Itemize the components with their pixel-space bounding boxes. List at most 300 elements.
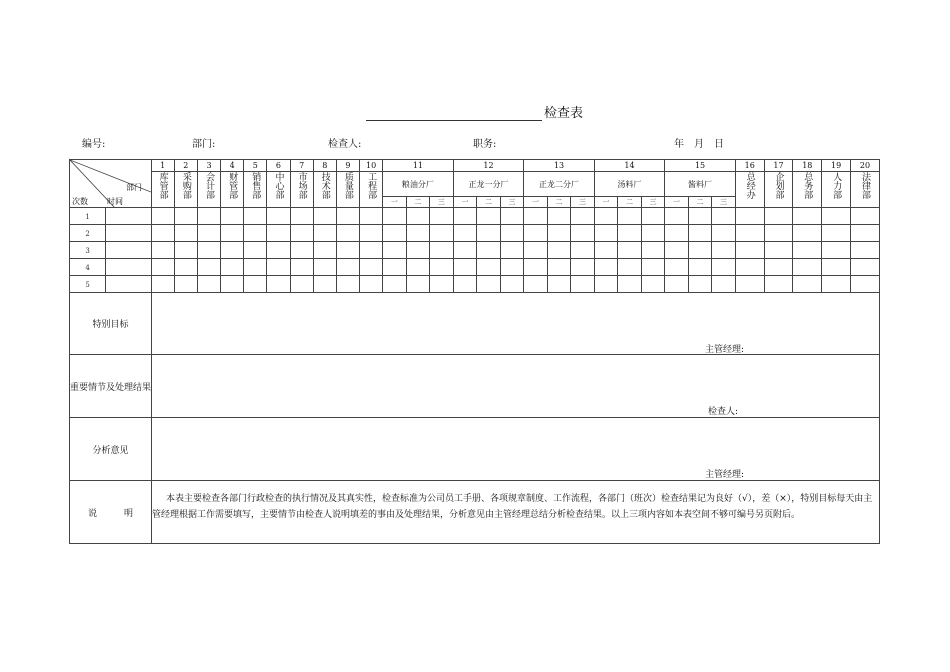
data-cell[interactable] — [851, 276, 880, 293]
data-cell[interactable] — [851, 225, 880, 242]
data-cell[interactable] — [313, 259, 336, 276]
data-cell[interactable] — [336, 276, 359, 293]
data-cell[interactable] — [313, 242, 336, 259]
important-sign: 检查人: — [708, 407, 739, 417]
data-cell[interactable] — [641, 259, 665, 276]
data-cell[interactable] — [151, 276, 174, 293]
dept-8 — [313, 172, 336, 208]
factory-15 — [665, 172, 736, 197]
col-number-10-text: 10 — [365, 161, 377, 170]
shift-11-2-text: 二 — [414, 198, 422, 206]
shift-14-2 — [618, 197, 642, 208]
factory-11-text: 粮油分厂 — [401, 179, 434, 189]
data-cell[interactable] — [197, 208, 220, 225]
col-number-16 — [735, 160, 764, 172]
data-cell[interactable] — [267, 225, 290, 242]
data-cell[interactable] — [360, 242, 383, 259]
shift-13-3-text: 三 — [578, 198, 586, 206]
special-goal-sign: 主管经理: — [705, 345, 745, 355]
data-cell[interactable] — [712, 259, 736, 276]
shift-13-2 — [547, 197, 571, 208]
col-number-1-text: 1 — [160, 161, 166, 170]
data-cell[interactable] — [764, 259, 793, 276]
data-cell[interactable] — [244, 259, 267, 276]
data-cell[interactable] — [453, 242, 477, 259]
shift-14-3 — [641, 197, 665, 208]
data-cell[interactable] — [244, 208, 267, 225]
analysis-section — [69, 418, 880, 481]
shift-14-3-text: 三 — [649, 198, 657, 206]
data-cell[interactable] — [641, 208, 665, 225]
dept-5-text: 销售部 — [250, 172, 261, 199]
data-cell[interactable] — [106, 259, 151, 276]
dept-16-text: 总经办 — [744, 172, 755, 199]
data-cell[interactable] — [851, 208, 880, 225]
data-cell[interactable] — [665, 276, 689, 293]
data-cell[interactable] — [571, 242, 595, 259]
col-number-18 — [793, 160, 822, 172]
table-row — [70, 242, 880, 259]
data-cell[interactable] — [430, 208, 454, 225]
data-cell[interactable] — [594, 276, 618, 293]
data-cell[interactable] — [618, 242, 642, 259]
data-cell[interactable] — [383, 208, 407, 225]
data-cell[interactable] — [688, 225, 712, 242]
data-cell[interactable] — [477, 208, 501, 225]
table-row — [70, 259, 880, 276]
data-cell[interactable] — [477, 259, 501, 276]
data-cell[interactable] — [641, 276, 665, 293]
data-cell[interactable] — [197, 259, 220, 276]
corner-times-label: 次数 — [72, 197, 88, 206]
data-cell[interactable] — [406, 242, 430, 259]
data-cell[interactable] — [383, 259, 407, 276]
data-cell[interactable] — [197, 276, 220, 293]
dept-5 — [244, 172, 267, 208]
data-cell[interactable] — [851, 259, 880, 276]
col-number-14 — [594, 160, 665, 172]
data-cell[interactable] — [735, 208, 764, 225]
data-cell[interactable] — [406, 208, 430, 225]
analysis-sign: 主管经理: — [705, 470, 745, 480]
dept-2-text: 采购部 — [180, 172, 191, 199]
data-cell[interactable] — [383, 242, 407, 259]
data-cell[interactable] — [336, 208, 359, 225]
row-number-4 — [70, 259, 106, 276]
data-cell[interactable] — [453, 208, 477, 225]
data-cell[interactable] — [151, 208, 174, 225]
data-cell[interactable] — [688, 276, 712, 293]
col-number-15-text: 15 — [694, 161, 706, 170]
row-number-2 — [70, 225, 106, 242]
data-cell[interactable] — [453, 276, 477, 293]
data-cell[interactable] — [547, 276, 571, 293]
data-cell[interactable] — [688, 242, 712, 259]
data-cell[interactable] — [764, 208, 793, 225]
col-number-19 — [822, 160, 851, 172]
data-cell[interactable] — [221, 208, 244, 225]
dept-7 — [290, 172, 313, 208]
dept-17 — [764, 172, 793, 208]
data-cell[interactable] — [665, 208, 689, 225]
data-cell[interactable] — [106, 276, 151, 293]
shift-15-2-text: 二 — [696, 198, 704, 206]
col-number-1 — [151, 160, 174, 172]
col-number-17-text: 17 — [773, 161, 784, 170]
col-number-3 — [197, 160, 220, 172]
shift-12-2 — [477, 197, 501, 208]
row-number-2-text: 2 — [85, 229, 90, 238]
data-cell[interactable] — [641, 225, 665, 242]
date-label: 年 月 日 — [674, 139, 724, 150]
data-cell[interactable] — [500, 242, 524, 259]
dept-4 — [221, 172, 244, 208]
shift-12-2-text: 二 — [484, 198, 492, 206]
dept-20 — [851, 172, 880, 208]
data-cell[interactable] — [453, 225, 477, 242]
shift-15-3-text: 三 — [720, 198, 728, 206]
col-number-2 — [174, 160, 197, 172]
analysis-label: 分析意见 — [70, 418, 152, 480]
col-number-6 — [267, 160, 290, 172]
dept-16 — [735, 172, 764, 208]
title-blank-line[interactable] — [366, 108, 542, 121]
important-section — [69, 355, 880, 418]
data-cell[interactable] — [618, 276, 642, 293]
data-cell[interactable] — [793, 276, 822, 293]
data-cell[interactable] — [383, 276, 407, 293]
col-number-12 — [453, 160, 524, 172]
data-cell[interactable] — [547, 208, 571, 225]
data-cell[interactable] — [594, 259, 618, 276]
data-cell[interactable] — [406, 276, 430, 293]
col-number-14-text: 14 — [624, 161, 635, 170]
data-cell[interactable] — [106, 208, 151, 225]
shift-11-3 — [430, 197, 454, 208]
data-cell[interactable] — [688, 259, 712, 276]
data-cell[interactable] — [174, 208, 197, 225]
col-number-3-text: 3 — [206, 161, 212, 170]
data-cell[interactable] — [735, 225, 764, 242]
data-cell[interactable] — [500, 225, 524, 242]
dept-10 — [360, 172, 383, 208]
data-cell[interactable] — [822, 276, 851, 293]
shift-11-3-text: 三 — [437, 198, 445, 206]
col-number-20 — [851, 160, 880, 172]
col-number-8-text: 8 — [322, 161, 328, 170]
shift-11-2 — [406, 197, 430, 208]
notes-text: 本表主要检查各部门行政检查的执行情况及其真实性，检查标准为公司员工手册、各项规章制度、工作流程，各部门（班次）检查结果记为良好（√），差（×），特别目标每天由主管经理根据工作需要填写，主要情节由检查人说明填差的事由及处理结果，分析意见由主管经理总结分析检查结果。以上三项内容如本表空间不够可编号另页附后。 — [152, 494, 873, 520]
col-number-7-text: 7 — [299, 161, 305, 170]
data-cell[interactable] — [174, 225, 197, 242]
dept-3 — [197, 172, 220, 208]
shift-14-1-text: 一 — [602, 198, 610, 206]
data-cell[interactable] — [267, 242, 290, 259]
data-cell[interactable] — [151, 225, 174, 242]
form-title — [366, 102, 586, 120]
data-cell[interactable] — [290, 276, 313, 293]
dept-6 — [267, 172, 290, 208]
col-number-4-text: 4 — [229, 161, 235, 170]
data-cell[interactable] — [430, 259, 454, 276]
dept-19-text: 人力部 — [831, 172, 842, 199]
col-number-4 — [221, 160, 244, 172]
data-cell[interactable] — [267, 259, 290, 276]
shift-12-1 — [453, 197, 477, 208]
data-cell[interactable] — [822, 259, 851, 276]
data-cell[interactable] — [594, 208, 618, 225]
data-cell[interactable] — [735, 276, 764, 293]
data-cell[interactable] — [524, 225, 548, 242]
table-row — [70, 276, 880, 293]
shift-15-2 — [688, 197, 712, 208]
data-cell[interactable] — [665, 259, 689, 276]
data-cell[interactable] — [290, 259, 313, 276]
col-number-18-text: 18 — [802, 161, 813, 170]
data-cell[interactable] — [793, 208, 822, 225]
data-cell[interactable] — [793, 225, 822, 242]
data-cell[interactable] — [477, 276, 501, 293]
col-number-13 — [524, 160, 595, 172]
data-cell[interactable] — [360, 225, 383, 242]
col-number-5 — [244, 160, 267, 172]
data-cell[interactable] — [360, 276, 383, 293]
data-cell[interactable] — [336, 225, 359, 242]
col-number-2-text: 2 — [183, 161, 189, 170]
special-goal-label: 特别目标 — [70, 292, 152, 354]
col-number-7 — [290, 160, 313, 172]
col-number-17 — [764, 160, 793, 172]
notes-section — [69, 481, 880, 544]
data-cell[interactable] — [290, 225, 313, 242]
col-number-13-text: 13 — [553, 161, 565, 170]
data-cell[interactable] — [571, 259, 595, 276]
data-cell[interactable] — [793, 242, 822, 259]
shift-11-1-text: 一 — [390, 198, 398, 206]
data-cell[interactable] — [477, 225, 501, 242]
data-cell[interactable] — [406, 259, 430, 276]
data-cell[interactable] — [221, 259, 244, 276]
data-cell[interactable] — [290, 208, 313, 225]
data-cell[interactable] — [221, 276, 244, 293]
data-cell[interactable] — [641, 242, 665, 259]
data-cell[interactable] — [822, 225, 851, 242]
col-number-11 — [383, 160, 454, 172]
data-cell[interactable] — [571, 276, 595, 293]
data-cell[interactable] — [267, 208, 290, 225]
dept-20-text: 法律部 — [860, 172, 870, 199]
data-cell[interactable] — [735, 259, 764, 276]
data-cell[interactable] — [360, 259, 383, 276]
dept-18-text: 总务部 — [802, 172, 813, 199]
dept-3-text: 会计部 — [203, 172, 214, 199]
corner-time-label: 时间 — [107, 197, 123, 206]
col-number-16-text: 16 — [744, 161, 755, 170]
col-number-12-text: 12 — [483, 161, 494, 170]
important-label: 重要情节及处理结果 — [70, 355, 152, 417]
dept-10-text: 工程部 — [366, 172, 377, 199]
data-cell[interactable] — [406, 225, 430, 242]
factory-14 — [594, 172, 665, 197]
dept-6-text: 中心部 — [273, 172, 284, 199]
number-label: 编号: — [82, 139, 106, 150]
data-cell[interactable] — [764, 225, 793, 242]
data-cell[interactable] — [571, 208, 595, 225]
data-cell[interactable] — [360, 208, 383, 225]
dept-2 — [174, 172, 197, 208]
dept-1 — [151, 172, 174, 208]
data-cell[interactable] — [383, 225, 407, 242]
data-cell[interactable] — [594, 225, 618, 242]
shift-14-1 — [594, 197, 618, 208]
shift-13-1-text: 一 — [531, 198, 539, 206]
row-number-1-text: 1 — [85, 212, 90, 221]
data-cell[interactable] — [618, 259, 642, 276]
col-number-9 — [336, 160, 359, 172]
data-cell[interactable] — [151, 242, 174, 259]
data-cell[interactable] — [618, 225, 642, 242]
dept-19 — [822, 172, 851, 208]
data-cell[interactable] — [793, 259, 822, 276]
col-number-15 — [665, 160, 736, 172]
col-number-10 — [360, 160, 383, 172]
col-number-19-text: 19 — [831, 161, 842, 170]
data-cell[interactable] — [500, 259, 524, 276]
data-cell[interactable] — [290, 242, 313, 259]
col-number-5-text: 5 — [252, 161, 258, 170]
data-cell[interactable] — [197, 242, 220, 259]
data-cell[interactable] — [822, 208, 851, 225]
data-cell[interactable] — [712, 225, 736, 242]
data-cell[interactable] — [336, 242, 359, 259]
data-cell[interactable] — [547, 259, 571, 276]
data-cell[interactable] — [477, 242, 501, 259]
col-number-11-text: 11 — [412, 161, 424, 170]
row-number-5-text: 5 — [85, 280, 90, 289]
data-cell[interactable] — [430, 242, 454, 259]
notes-label: 说 明 — [70, 481, 152, 543]
factory-12 — [453, 172, 524, 197]
data-cell[interactable] — [524, 242, 548, 259]
data-cell[interactable] — [712, 208, 736, 225]
data-cell[interactable] — [735, 242, 764, 259]
data-cell[interactable] — [244, 276, 267, 293]
col-number-9-text: 9 — [345, 161, 351, 170]
shift-13-3 — [571, 197, 595, 208]
row-number-4-text: 4 — [85, 263, 90, 272]
data-cell[interactable] — [851, 242, 880, 259]
factory-13 — [524, 172, 595, 197]
table-row — [70, 208, 880, 225]
data-cell[interactable] — [174, 242, 197, 259]
data-cell[interactable] — [594, 242, 618, 259]
data-cell[interactable] — [453, 259, 477, 276]
data-cell[interactable] — [618, 208, 642, 225]
corner-header — [70, 160, 152, 208]
data-cell[interactable] — [764, 242, 793, 259]
dept-label: 部门: — [192, 139, 216, 150]
factory-15-text: 酱料厂 — [688, 179, 713, 189]
factory-14-text: 汤料厂 — [617, 179, 642, 189]
data-cell[interactable] — [524, 208, 548, 225]
data-cell[interactable] — [313, 276, 336, 293]
data-cell[interactable] — [106, 242, 151, 259]
dept-9-text: 质量部 — [342, 172, 353, 199]
data-cell[interactable] — [244, 225, 267, 242]
data-cell[interactable] — [688, 208, 712, 225]
data-cell[interactable] — [524, 276, 548, 293]
title-text: 检查表 — [544, 106, 584, 121]
special-goal-section — [69, 292, 880, 355]
shift-13-2-text: 二 — [555, 198, 563, 206]
data-cell[interactable] — [267, 276, 290, 293]
shift-12-3-text: 三 — [508, 198, 516, 206]
data-cell[interactable] — [430, 225, 454, 242]
data-cell[interactable] — [665, 242, 689, 259]
data-cell[interactable] — [106, 225, 151, 242]
inspector-label: 检查人: — [328, 139, 362, 150]
corner-dept-label: 部门 — [126, 183, 142, 192]
factory-12-text: 正龙一分厂 — [468, 179, 509, 189]
data-cell[interactable] — [430, 276, 454, 293]
shift-12-3 — [500, 197, 524, 208]
data-cell[interactable] — [822, 242, 851, 259]
shift-14-2-text: 二 — [626, 198, 633, 206]
factory-13-text: 正龙二分厂 — [538, 179, 579, 189]
row-number-5 — [70, 276, 106, 293]
data-cell[interactable] — [712, 242, 736, 259]
data-cell[interactable] — [500, 208, 524, 225]
dept-4-text: 财管部 — [227, 172, 238, 199]
shift-15-3 — [712, 197, 736, 208]
shift-13-1 — [524, 197, 548, 208]
data-cell[interactable] — [221, 242, 244, 259]
data-cell[interactable] — [197, 225, 220, 242]
col-number-8 — [313, 160, 336, 172]
dept-18 — [793, 172, 822, 208]
data-cell[interactable] — [151, 259, 174, 276]
shift-12-1-text: 一 — [461, 198, 469, 206]
data-cell[interactable] — [665, 225, 689, 242]
position-label: 职务: — [473, 139, 497, 150]
shift-15-1-text: 一 — [673, 198, 681, 206]
factory-11 — [383, 172, 454, 197]
table-row — [70, 225, 880, 242]
data-cell[interactable] — [174, 259, 197, 276]
data-cell[interactable] — [336, 259, 359, 276]
data-cell[interactable] — [313, 208, 336, 225]
inspection-grid — [69, 159, 880, 293]
dept-9 — [336, 172, 359, 208]
data-cell[interactable] — [571, 225, 595, 242]
data-cell[interactable] — [244, 242, 267, 259]
data-cell[interactable] — [174, 276, 197, 293]
data-cell[interactable] — [221, 225, 244, 242]
col-number-20-text: 20 — [859, 161, 871, 170]
dept-1-text: 库管部 — [157, 172, 168, 199]
data-cell[interactable] — [547, 225, 571, 242]
shift-11-1 — [383, 197, 407, 208]
data-cell[interactable] — [524, 259, 548, 276]
dept-17-text: 企划部 — [773, 172, 784, 199]
data-cell[interactable] — [547, 242, 571, 259]
data-cell[interactable] — [764, 276, 793, 293]
data-cell[interactable] — [500, 276, 524, 293]
data-cell[interactable] — [712, 276, 736, 293]
col-number-6-text: 6 — [275, 161, 281, 170]
data-cell[interactable] — [313, 225, 336, 242]
shift-15-1 — [665, 197, 689, 208]
